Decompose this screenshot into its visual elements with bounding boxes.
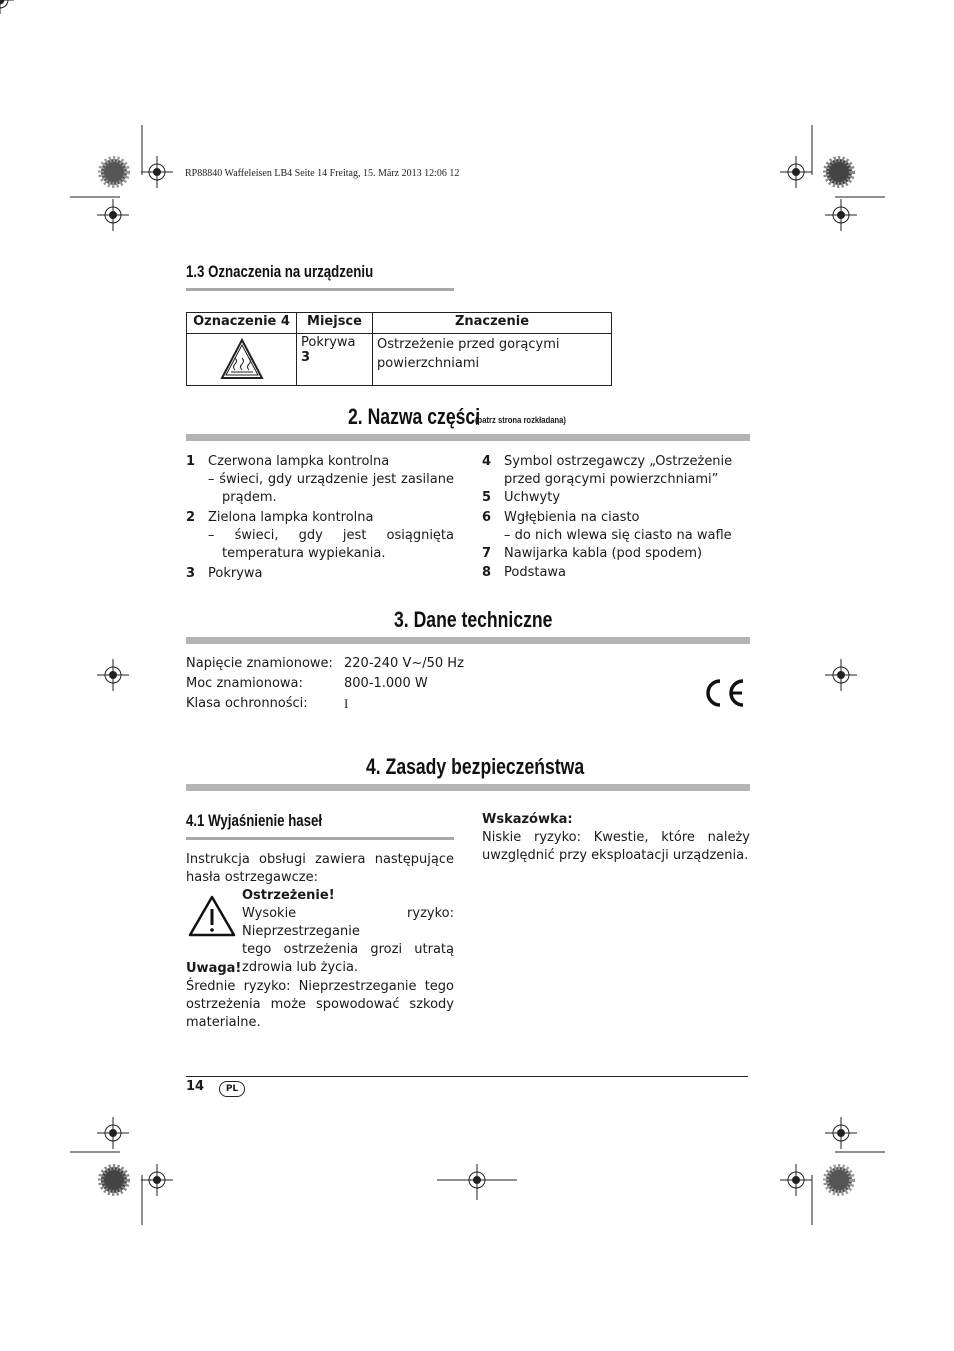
caution-title: Uwaga! <box>186 961 242 976</box>
place-number: 3 <box>301 350 311 365</box>
section-1-3-title: 1.3 Oznaczenia na urządzeniu <box>186 262 374 281</box>
list-item <box>186 453 454 471</box>
item-number: 5 <box>482 490 492 505</box>
spec-value: 800-1.000 W <box>344 676 428 691</box>
place-cell <box>297 334 373 386</box>
header-cell: Znaczenie <box>373 313 612 334</box>
place-text: Pokrywa <box>301 335 356 350</box>
note-line: Niskie ryzyko: Kwestie, które należy <box>482 830 750 845</box>
item-number: 6 <box>482 510 492 525</box>
ce-mark-icon <box>700 677 746 709</box>
item-label: Zielona lampka kontrolna <box>208 510 374 525</box>
note-block <box>482 811 750 865</box>
spec-label: Klasa ochronności: <box>186 696 308 711</box>
section-2-note: (patrz strona rozkładana) <box>475 415 566 425</box>
item-label: Symbol ostrzegawczy „Ostrzeżenie <box>504 454 733 469</box>
section-2-title: 2. Nazwa części <box>348 404 481 429</box>
warning-line: zdrowia lub życia. <box>242 960 359 975</box>
section-3-rule <box>186 637 750 644</box>
spec-row <box>186 695 516 713</box>
item-label: Pokrywa <box>208 566 263 581</box>
note-line: uwzględnić przy eksploatacji urządzenia. <box>482 848 749 863</box>
item-number: 2 <box>186 510 196 525</box>
section-3-title: 3. Dane techniczne <box>394 607 553 632</box>
spec-row <box>186 655 516 673</box>
section-1-3-rule <box>186 288 454 291</box>
warning-line: Wysokie ryzyko: Nieprzestrzeganie <box>242 906 454 939</box>
meaning-line: powierzchniami <box>377 356 480 371</box>
list-item <box>186 509 454 527</box>
list-item <box>482 545 750 563</box>
section-4-rule <box>186 784 750 791</box>
caution-line: ostrzeżenia może spowodować szkody <box>186 997 454 1012</box>
item-number: 3 <box>186 566 196 581</box>
spec-value: 220-240 V~/50 Hz <box>344 656 464 671</box>
section-4-1-rule <box>186 837 454 840</box>
hot-surface-warning-icon <box>220 338 264 380</box>
list-item <box>482 489 750 507</box>
section-2-rule <box>186 434 750 441</box>
list-item <box>482 453 750 471</box>
footer-rule <box>186 1076 748 1077</box>
item-sub: prądem. <box>222 490 277 505</box>
item-sub: – do nich wlewa się ciasto na wafle <box>504 528 732 543</box>
caution-block <box>186 960 454 1032</box>
symbol-cell <box>187 334 297 386</box>
meaning-line: Ostrzeżenie przed gorącymi <box>377 337 560 352</box>
item-number: 8 <box>482 565 492 580</box>
item-sub: temperatura wypiekania. <box>222 546 386 561</box>
list-item <box>186 565 454 583</box>
markings-table <box>186 312 612 386</box>
item-sub: – świeci, gdy jest osiągnięta <box>208 528 454 543</box>
markings-table-header <box>187 313 612 334</box>
header-cell: Oznaczenie 4 <box>187 313 297 334</box>
item-sub: – świeci, gdy urządzenie jest zasilane <box>208 472 454 487</box>
page-number: 14 <box>186 1079 205 1094</box>
spec-label: Moc znamionowa: <box>186 676 303 691</box>
item-label: Uchwyty <box>504 490 561 505</box>
warning-triangle-icon <box>188 895 236 937</box>
warning-title: Ostrzeżenie! <box>242 888 335 903</box>
tech-specs <box>186 655 516 713</box>
item-label: Nawijarka kabla (pod spodem) <box>504 546 703 561</box>
parts-list-right <box>482 453 750 582</box>
meaning-cell <box>373 334 612 386</box>
item-label: Wgłębienia na ciasto <box>504 510 640 525</box>
item-number: 4 <box>482 454 492 469</box>
note-title: Wskazówka: <box>482 812 573 827</box>
list-item <box>482 509 750 527</box>
parts-list-left <box>186 453 454 583</box>
section-4-1-title: 4.1 Wyjaśnienie haseł <box>186 811 323 830</box>
item-number: 1 <box>186 454 196 469</box>
item-label: Czerwona lampka kontrolna <box>208 454 390 469</box>
table-row <box>187 334 612 386</box>
spec-value: I <box>344 696 349 711</box>
item-label-continued: przed gorącymi powierzchniami” <box>504 472 719 487</box>
caution-line: Średnie ryzyko: Nieprzestrzeganie tego <box>186 979 454 994</box>
header-cell: Miejsce <box>297 313 373 334</box>
intro-line: hasła ostrzegawcze: <box>186 870 318 885</box>
intro-line: Instrukcja obsługi zawiera następujące <box>186 852 454 867</box>
language-badge: PL <box>219 1081 245 1097</box>
spec-row <box>186 675 516 693</box>
spec-label: Napięcie znamionowe: <box>186 656 333 671</box>
header-slug: RP88840 Waffeleisen LB4 Seite 14 Freitag, 15. März 2013 12:06 12 <box>185 168 460 179</box>
caution-line: materialne. <box>186 1015 261 1030</box>
warning-line: tego ostrzeżenia grozi utratą <box>242 942 454 957</box>
item-label: Podstawa <box>504 565 567 580</box>
section-4-title: 4. Zasady bezpieczeństwa <box>366 754 585 779</box>
intro-text <box>186 851 454 887</box>
list-item <box>482 564 750 582</box>
item-number: 7 <box>482 546 492 561</box>
